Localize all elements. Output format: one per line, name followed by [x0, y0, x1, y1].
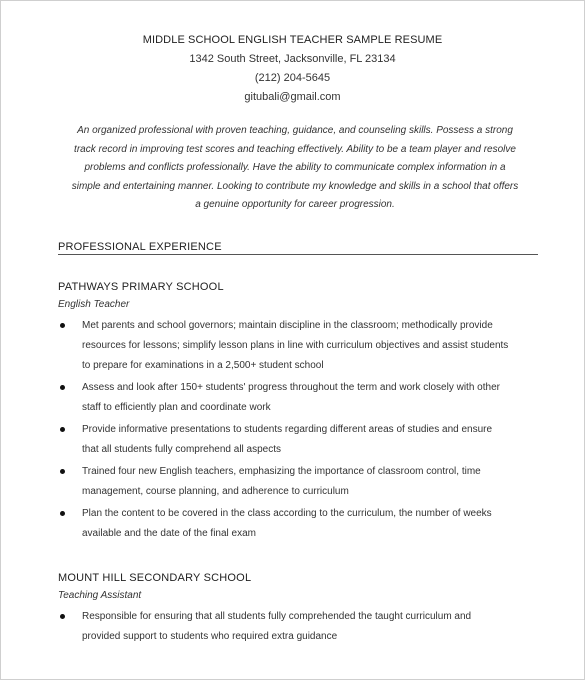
bullet-line: Assess and look after 150+ students' progress throughout the term and work closely with other — [82, 382, 500, 393]
list-item — [58, 462, 539, 502]
bullet-icon — [60, 614, 65, 619]
bullet-line: Plan the content to be covered in the class according to the curriculum, the number of weeks — [82, 508, 492, 519]
contact-email: gitubali@gmail.com — [244, 91, 341, 103]
bullet-line: management, course planning, and adherence to curriculum — [82, 486, 349, 497]
bullet-line: provided support to students who required extra guidance — [82, 631, 338, 642]
list-item — [58, 504, 539, 544]
job-role: Teaching Assistant — [58, 590, 142, 601]
summary-line: An organized professional with proven teaching, guidance, and counseling skills. Possess a strong — [77, 125, 513, 136]
company-name: MOUNT HILL SECONDARY SCHOOL — [58, 572, 252, 584]
bullet-line: to prepare for examinations in a 2,500+ student school — [82, 360, 324, 371]
summary-line: simple and entertaining manner. Looking to contribute my knowledge and skills in a school that offers — [71, 180, 519, 192]
job-entry — [58, 279, 539, 544]
bullet-line: Provide informative presentations to students regarding different areas of studies and ensure — [82, 424, 493, 435]
contact-phone: (212) 204-5645 — [254, 72, 331, 84]
bullet-line: resources for lessons; simplify lesson plans in line with curriculum objectives and assist students — [82, 340, 509, 351]
resume-title: MIDDLE SCHOOL ENGLISH TEACHER SAMPLE RESUME — [142, 34, 443, 46]
summary-line: track record in improving test scores and teaching effectively. Ability to be a team player and resolve — [74, 143, 516, 155]
responsibility-list — [58, 607, 539, 647]
list-item — [58, 420, 539, 460]
bullet-icon — [60, 427, 65, 432]
resume-header — [1, 31, 584, 107]
bullet-line: available and the date of the final exam — [82, 528, 257, 539]
bullet-icon — [60, 511, 65, 516]
list-item — [58, 316, 539, 376]
bullet-line: Met parents and school governors; maintain discipline in the classroom; methodically provide — [82, 320, 493, 331]
summary-line: a genuine opportunity for career progression. — [195, 199, 395, 211]
bullet-line: Responsible for ensuring that all students fully comprehended the taught curriculum and — [82, 611, 472, 622]
list-item — [58, 607, 539, 647]
list-item — [58, 378, 539, 418]
bullet-icon — [60, 469, 65, 474]
job-entry — [58, 570, 539, 647]
company-name: PATHWAYS PRIMARY SCHOOL — [58, 281, 224, 293]
summary-line: problems and conflicts professionally. Have the ability to communicate complex information in a — [84, 162, 506, 174]
job-role: English Teacher — [58, 299, 130, 310]
contact-address: 1342 South Street, Jacksonville, FL 23134 — [189, 53, 396, 65]
bullet-icon — [60, 323, 65, 328]
bullet-line: staff to efficiently plan and coordinate work — [82, 402, 271, 413]
responsibility-list — [58, 316, 539, 544]
section-heading-experience: PROFESSIONAL EXPERIENCE — [58, 241, 538, 255]
bullet-line: Trained four new English teachers, emphasizing the importance of classroom control, time — [82, 466, 481, 477]
bullet-icon — [60, 385, 65, 390]
bullet-line: that all students fully comprehend all aspects — [82, 444, 281, 455]
professional-summary — [51, 122, 539, 215]
